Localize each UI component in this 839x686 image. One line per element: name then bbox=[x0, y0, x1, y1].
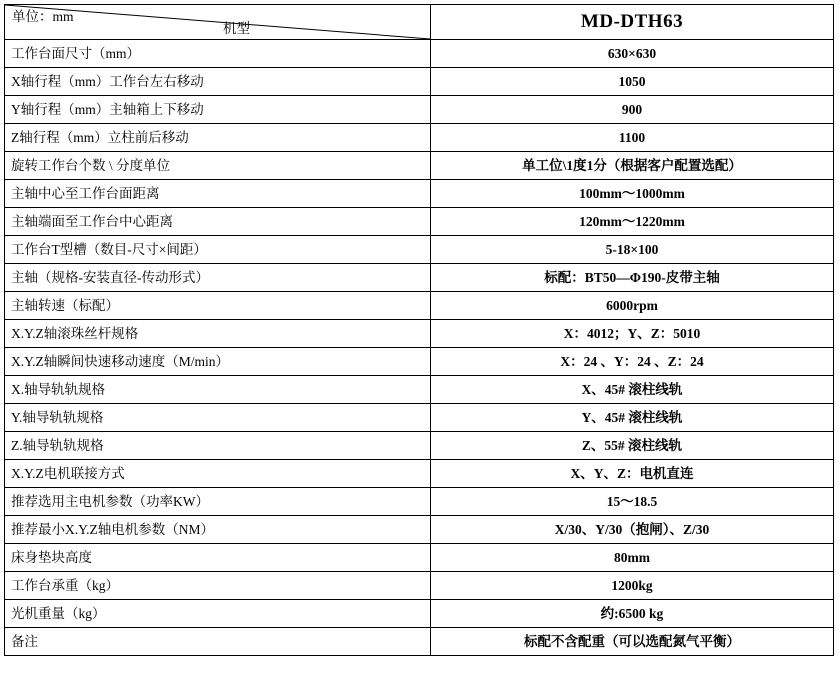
row-label: 工作台面尺寸（mm） bbox=[5, 40, 431, 68]
row-value: 100mm～1000mm bbox=[431, 180, 834, 208]
row-value: 单工位\1度1分（根据客户配置选配） bbox=[431, 152, 834, 180]
row-label: Y轴行程（mm）主轴箱上下移动 bbox=[5, 96, 431, 124]
row-value: 1200kg bbox=[431, 572, 834, 600]
row-label: 主轴端面至工作台中心距离 bbox=[5, 208, 431, 236]
row-value: 6000rpm bbox=[431, 292, 834, 320]
row-value: X：4012；Y、Z：5010 bbox=[431, 320, 834, 348]
row-label: X.Y.Z轴瞬间快速移动速度（M/min） bbox=[5, 348, 431, 376]
table-row bbox=[5, 236, 834, 264]
row-value: 约:6500 kg bbox=[431, 600, 834, 628]
row-label: 主轴转速（标配） bbox=[5, 292, 431, 320]
table-row bbox=[5, 404, 834, 432]
row-label: 主轴（规格-安装直径-传动形式） bbox=[5, 264, 431, 292]
row-label: 推荐选用主电机参数（功率KW） bbox=[5, 488, 431, 516]
row-value: 1100 bbox=[431, 124, 834, 152]
row-value: 630×630 bbox=[431, 40, 834, 68]
table-row bbox=[5, 264, 834, 292]
row-value: X、45# 滚柱线轨 bbox=[431, 376, 834, 404]
table-row bbox=[5, 600, 834, 628]
table-row bbox=[5, 124, 834, 152]
table-row bbox=[5, 544, 834, 572]
row-label: X.Y.Z轴滚珠丝杆规格 bbox=[5, 320, 431, 348]
table-row bbox=[5, 180, 834, 208]
table-row bbox=[5, 152, 834, 180]
table-row bbox=[5, 348, 834, 376]
row-value: Z、55# 滚柱线轨 bbox=[431, 432, 834, 460]
table-header-row bbox=[5, 5, 834, 40]
row-label: 光机重量（kg） bbox=[5, 600, 431, 628]
row-value: X：24 、Y：24 、Z：24 bbox=[431, 348, 834, 376]
row-label: 推荐最小X.Y.Z轴电机参数（NM） bbox=[5, 516, 431, 544]
table-row bbox=[5, 516, 834, 544]
table-row bbox=[5, 292, 834, 320]
row-label: 工作台承重（kg） bbox=[5, 572, 431, 600]
row-value: 80mm bbox=[431, 544, 834, 572]
diagonal-wrap bbox=[5, 5, 430, 39]
row-label: Z.轴导轨轨规格 bbox=[5, 432, 431, 460]
unit-label: 单位：mm bbox=[12, 9, 74, 24]
table-row bbox=[5, 96, 834, 124]
table-row bbox=[5, 68, 834, 96]
table-row bbox=[5, 376, 834, 404]
table-row bbox=[5, 572, 834, 600]
specification-table bbox=[4, 4, 834, 656]
row-label: X轴行程（mm）工作台左右移动 bbox=[5, 68, 431, 96]
row-value: X/30、Y/30（抱闸）、Z/30 bbox=[431, 516, 834, 544]
row-label: Z轴行程（mm）立柱前后移动 bbox=[5, 124, 431, 152]
table-row bbox=[5, 432, 834, 460]
row-label: X.Y.Z电机联接方式 bbox=[5, 460, 431, 488]
table-body bbox=[5, 5, 834, 656]
model-value: MD-DTH63 bbox=[431, 5, 834, 40]
table-row bbox=[5, 628, 834, 656]
row-value: 15～18.5 bbox=[431, 488, 834, 516]
model-header-label: 机型 bbox=[223, 21, 250, 37]
row-label: Y.轴导轨轨规格 bbox=[5, 404, 431, 432]
table-row bbox=[5, 320, 834, 348]
table-row bbox=[5, 208, 834, 236]
table-row bbox=[5, 488, 834, 516]
row-label: X.轴导轨轨规格 bbox=[5, 376, 431, 404]
row-label: 工作台T型槽（数目-尺寸×间距） bbox=[5, 236, 431, 264]
row-value: 标配不含配重（可以选配氮气平衡） bbox=[431, 628, 834, 656]
row-label: 旋转工作台个数 \ 分度单位 bbox=[5, 152, 431, 180]
table-row bbox=[5, 460, 834, 488]
row-value: Y、45# 滚柱线轨 bbox=[431, 404, 834, 432]
table-row bbox=[5, 40, 834, 68]
row-value: 900 bbox=[431, 96, 834, 124]
row-label: 床身垫块高度 bbox=[5, 544, 431, 572]
row-value: 120mm～1220mm bbox=[431, 208, 834, 236]
row-label: 备注 bbox=[5, 628, 431, 656]
row-value: 1050 bbox=[431, 68, 834, 96]
header-diagonal-cell bbox=[5, 5, 431, 40]
row-value: X、Y、Z：电机直连 bbox=[431, 460, 834, 488]
row-value: 5-18×100 bbox=[431, 236, 834, 264]
row-label: 主轴中心至工作台面距离 bbox=[5, 180, 431, 208]
row-value: 标配：BT50—Φ190-皮带主轴 bbox=[431, 264, 834, 292]
